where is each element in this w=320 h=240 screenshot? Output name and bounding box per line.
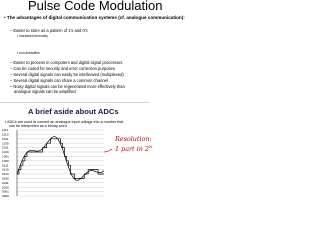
slide-2-title: A brief aside about ADCs [28,107,119,116]
resolution-value-text: 1 part in 2 [115,145,149,154]
bullet-immunity: • Increased Immunity [17,34,48,38]
bullet-process: – Easier to process in computers and digital signal processors [10,60,123,65]
quantization-level-labels [2,128,9,198]
slide-1 [0,0,185,102]
level-label: 0011 [2,180,9,185]
level-label: 0110 [2,167,9,172]
level-label: 0001 [2,189,9,194]
resolution-arrow [104,149,112,152]
resolution-exponent: N [148,144,153,149]
resolution-value [115,144,152,153]
level-label: 0000 [2,194,9,199]
resolution-label: Resolution: [115,135,152,143]
level-label: 1100 [2,141,9,146]
level-label: 1000 [2,158,9,163]
slide-2 [0,103,153,199]
level-label: 0100 [2,176,9,181]
level-label: 0111 [2,163,9,168]
level-label: 1101 [2,136,9,141]
bullet-share-channel: – Several digital signals can share a common channel [10,78,108,83]
level-label: 0101 [2,172,9,177]
level-label: 1010 [2,150,9,155]
bullet-nonlinearities: • non-linearities [17,51,40,55]
bullet-regenerated-cont: analogue signals can be amplified [14,89,76,94]
level-label: 1110 [2,132,9,137]
bullet-advantages-line1: • The advantages of digital communication systems (cf. analogue communication): [4,15,185,20]
bullet-interleaved: – Several digital signals can easily be interleaved (multiplexed) [10,72,124,77]
bullet-advantages-text: The advantages of digital communication systems (cf. analogue communication): [6,15,185,20]
adc-bullet-line2: can be interpreted as a binary word [9,124,67,128]
adc-bullet-line1: • ADCs are used to convert an analogue input voltage into a number that [5,120,124,124]
level-label: 1111 [2,128,9,133]
level-label: 1011 [2,145,9,150]
bullet-regenerated: – Noisy digital signals can be regenerated more effectively than [10,84,125,89]
level-label: 1001 [2,154,9,159]
slide-1-title: Pulse Code Modulation [28,0,163,13]
bullet-coded: – Can be coded for security and error correction purposes [10,66,115,71]
bullet-store: – Easier to store as a pattern of 1's and 0's [10,28,88,33]
level-label: 0010 [2,185,9,190]
